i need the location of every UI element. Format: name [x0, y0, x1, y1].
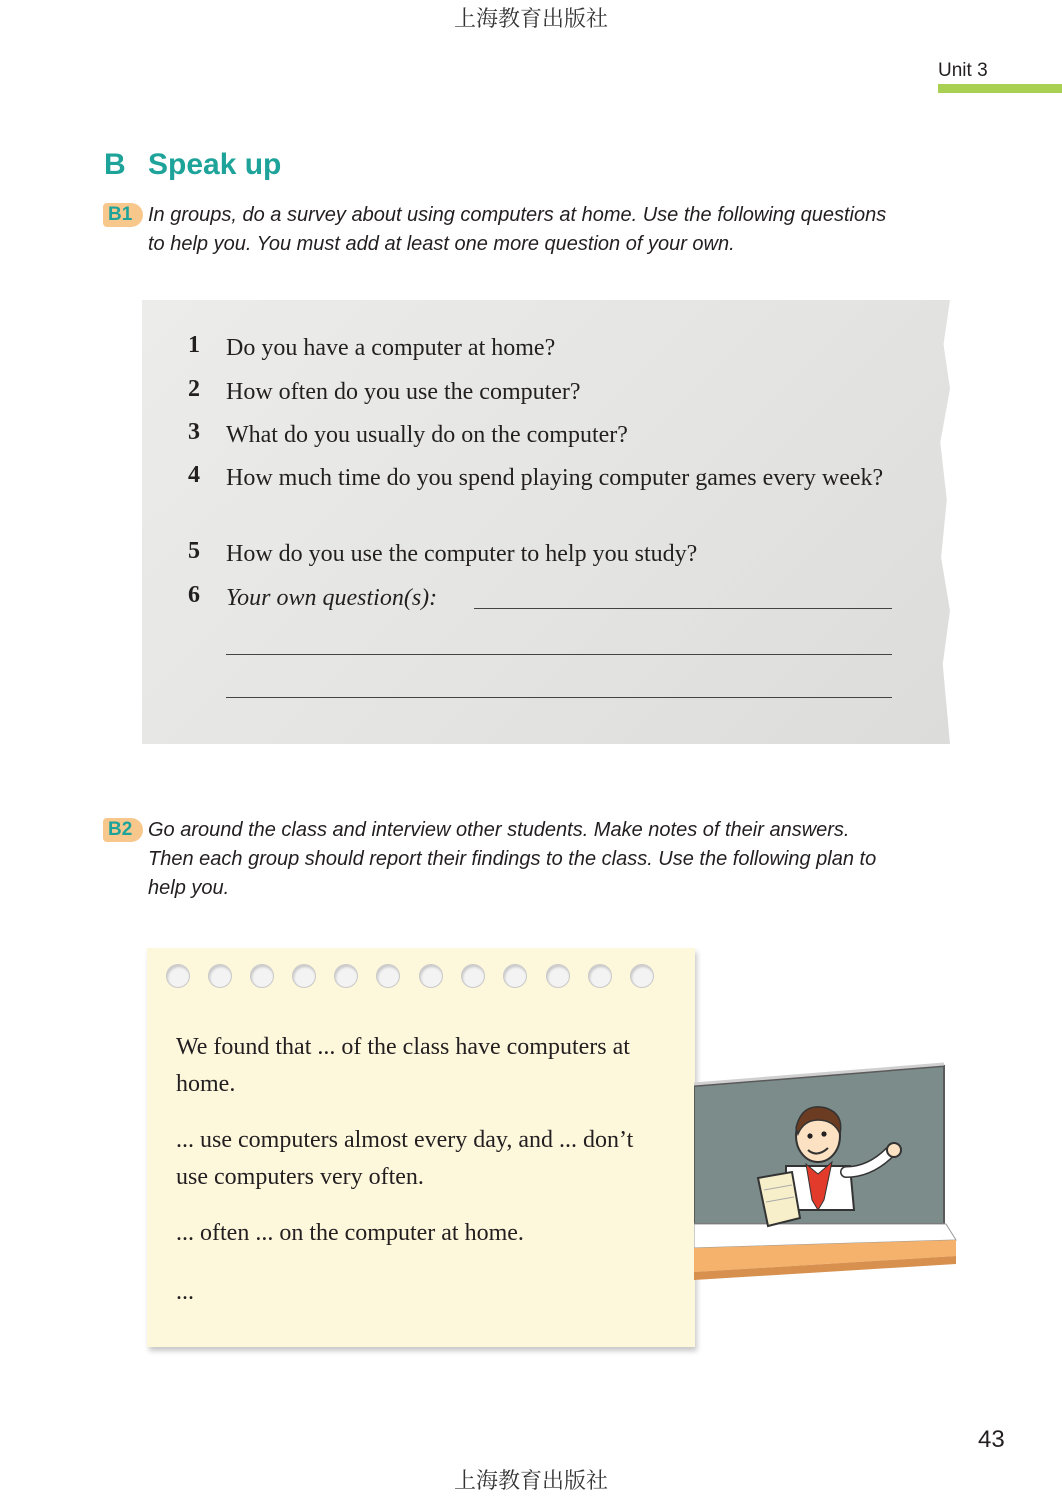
survey-paper: [142, 300, 950, 744]
question-text: How do you use the computer to help you study?: [226, 541, 698, 567]
student-presenting-illustration: [694, 1060, 958, 1300]
b2-instruction-line: help you.: [148, 877, 230, 899]
notepad-hole: [250, 964, 274, 988]
notepad-hole: [166, 964, 190, 988]
question-number: 5: [188, 538, 200, 564]
notepad-hole: [334, 964, 358, 988]
question-text: What do you usually do on the computer?: [226, 422, 628, 448]
notepad-hole: [419, 964, 443, 988]
b2-instruction: [148, 816, 958, 903]
notepad-hole: [292, 964, 316, 988]
notepad-hole: [461, 964, 485, 988]
plan-line: ... use computers almost every day, and ... don’t use computers very often.: [176, 1127, 634, 1190]
question-number: 2: [188, 376, 200, 402]
notepad-hole: [208, 964, 232, 988]
notepad-hole: [546, 964, 570, 988]
b1-instruction: [148, 201, 958, 259]
answer-line: [474, 608, 892, 609]
unit-label: Unit 3: [938, 60, 988, 81]
question-text: Your own question(s):: [226, 585, 438, 611]
b1-instruction-line: to help you. You must add at least one more question of your own.: [148, 233, 735, 255]
question-number: 3: [188, 419, 200, 445]
publisher-footer: 上海教育出版社: [453, 1469, 608, 1494]
b2-instruction-line: Then each group should report their findings to the class. Use the following plan to: [148, 848, 877, 870]
notepad-hole: [630, 964, 654, 988]
section-title: [104, 148, 281, 182]
answer-line: [226, 654, 892, 655]
question-number: 4: [188, 462, 200, 488]
plan-line: ... often ... on the computer at home.: [176, 1220, 524, 1246]
notepad-hole: [588, 964, 612, 988]
question-text: Do you have a computer at home?: [226, 335, 556, 361]
b1-badge: B1: [103, 203, 143, 227]
question-number: 1: [188, 332, 200, 358]
b2-badge: B2: [103, 818, 143, 842]
plan-line: We found that ... of the class have computers at home.: [176, 1034, 630, 1097]
page-number: 43: [978, 1426, 1005, 1453]
question-text: How much time do you spend playing computer games every week?: [226, 465, 884, 491]
plan-line: ...: [176, 1279, 194, 1305]
question-number: 6: [188, 582, 200, 608]
section-title-text: Speak up: [148, 148, 282, 181]
notepad-hole: [503, 964, 527, 988]
notepad-hole: [376, 964, 400, 988]
b2-instruction-line: Go around the class and interview other students. Make notes of their answers.: [148, 819, 850, 841]
unit-bar: [938, 84, 1062, 93]
section-letter: B: [104, 148, 126, 181]
publisher-header: 上海教育出版社: [453, 7, 608, 32]
b1-instruction-line: In groups, do a survey about using computers at home. Use the following questions: [148, 204, 887, 226]
question-text: How often do you use the computer?: [226, 379, 581, 405]
answer-line: [226, 697, 892, 698]
